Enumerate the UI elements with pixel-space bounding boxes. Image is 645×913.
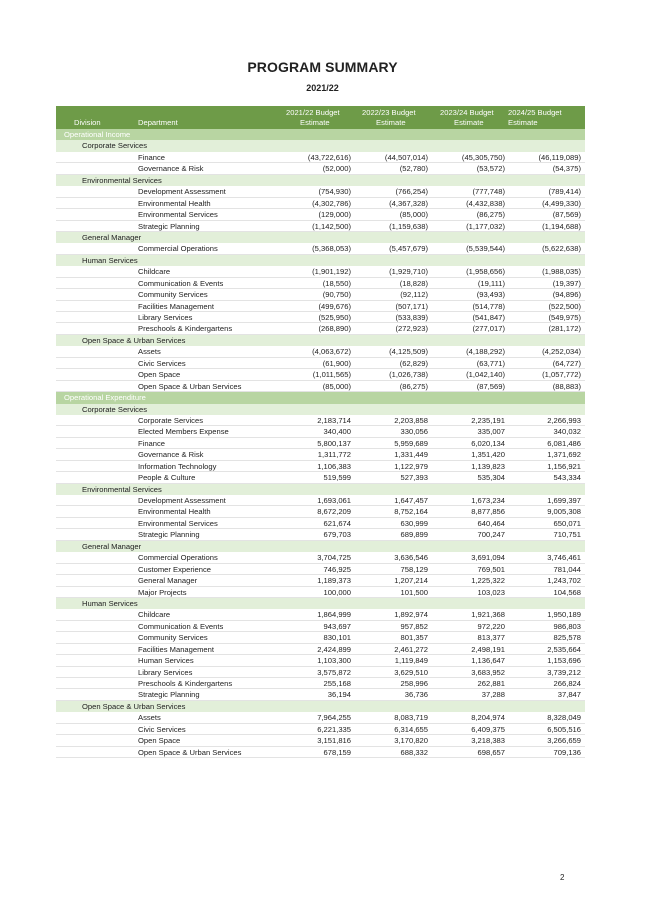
table-row: [56, 575, 585, 586]
page-number: 2: [560, 873, 565, 882]
table-row: [56, 266, 585, 277]
department-label: Major Projects: [138, 587, 187, 597]
value-cell: (1,011,565): [312, 370, 351, 380]
value-cell: 519,599: [323, 473, 351, 483]
value-cell: 1,921,368: [471, 610, 505, 620]
department-label: Strategic Planning: [138, 690, 200, 700]
value-cell: 1,699,397: [547, 496, 581, 505]
value-cell: 1,693,061: [317, 496, 351, 505]
division-label: General Manager: [82, 232, 142, 242]
value-cell: (1,142,500): [312, 221, 351, 231]
value-cell: 679,703: [323, 530, 351, 540]
value-cell: 1,189,373: [317, 576, 351, 586]
value-cell: 340,032: [553, 427, 581, 437]
value-cell: 709,136: [553, 747, 581, 757]
value-cell: (549,975): [548, 313, 581, 322]
department-label: Preschools & Kindergartens: [138, 324, 233, 334]
value-cell: (54,375): [552, 164, 581, 174]
value-cell: 1,119,849: [394, 656, 428, 666]
value-cell: (46,119,089): [538, 152, 581, 162]
value-cell: (93,493): [476, 290, 505, 300]
value-cell: 1,647,457: [394, 496, 428, 505]
value-cell: 3,218,383: [471, 736, 505, 746]
value-cell: 1,122,979: [394, 461, 428, 471]
department-label: Environmental Services: [138, 210, 218, 220]
department-label: Childcare: [138, 610, 171, 620]
table-row: [56, 381, 585, 392]
value-cell: (53,572): [476, 164, 505, 174]
value-cell: 1,673,234: [471, 496, 505, 505]
table-row: [56, 644, 585, 655]
value-cell: (5,622,638): [542, 244, 581, 254]
value-cell: 335,007: [477, 427, 505, 437]
value-cell: (52,780): [399, 164, 428, 174]
table-row: [56, 289, 585, 300]
value-cell: 1,153,696: [547, 656, 581, 666]
value-cell: 6,409,375: [471, 724, 505, 734]
page-title: PROGRAM SUMMARY: [247, 59, 398, 75]
table-row: [56, 587, 585, 598]
department-label: Finance: [138, 438, 166, 448]
table-row: [56, 461, 585, 472]
division-label: Corporate Services: [82, 141, 147, 151]
department-label: Human Services: [138, 656, 194, 666]
value-cell: 3,151,816: [317, 736, 351, 746]
value-cell: 330,056: [400, 427, 428, 437]
department-label: Commercial Operations: [138, 553, 218, 563]
value-cell: (86,275): [399, 381, 428, 391]
division-label: Environmental Services: [82, 175, 162, 185]
value-cell: 1,371,692: [547, 450, 581, 460]
department-label: Corporate Services: [138, 415, 203, 425]
header-col3-line1: 2023/24 Budget: [440, 108, 494, 117]
department-label: Library Services: [138, 667, 193, 677]
value-cell: 943,697: [323, 621, 351, 631]
value-cell: (1,901,192): [312, 267, 351, 277]
value-cell: 7,964,255: [317, 713, 351, 723]
department-label: Open Space & Urban Services: [138, 747, 242, 757]
department-label: Open Space: [138, 736, 181, 746]
value-cell: 1,103,300: [317, 656, 351, 666]
table-row: [56, 724, 585, 735]
department-label: Governance & Risk: [138, 450, 204, 460]
value-cell: 2,183,714: [317, 415, 351, 425]
table-row: [56, 495, 585, 506]
value-cell: 758,129: [400, 564, 428, 574]
division-row: [56, 701, 585, 712]
table-row: [56, 632, 585, 643]
value-cell: 621,674: [323, 518, 351, 528]
value-cell: (61,900): [322, 358, 351, 368]
table-row: [56, 689, 585, 700]
value-cell: (94,896): [552, 290, 581, 300]
value-cell: 258,996: [400, 679, 428, 688]
department-label: Elected Members Expense: [138, 427, 229, 437]
value-cell: 8,752,164: [394, 507, 428, 517]
header-department: Department: [138, 118, 178, 127]
header-col3-line2: Estimate: [454, 118, 484, 127]
table-row: [56, 278, 585, 289]
division-row: [56, 232, 585, 243]
value-cell: (522,500): [548, 301, 581, 311]
table-row: [56, 209, 585, 220]
value-cell: 8,672,209: [317, 507, 351, 517]
value-cell: (5,539,544): [466, 244, 505, 254]
value-cell: 9,005,308: [547, 507, 581, 517]
header-col2-line2: Estimate: [376, 118, 406, 127]
value-cell: (4,432,838): [466, 198, 505, 208]
value-cell: (19,111): [477, 278, 505, 288]
value-cell: 746,925: [323, 564, 351, 574]
department-label: Development Assessment: [138, 496, 226, 505]
value-cell: (268,890): [318, 324, 351, 334]
value-cell: 543,334: [553, 473, 581, 483]
value-cell: 2,535,664: [547, 644, 581, 654]
value-cell: 1,156,921: [547, 461, 581, 471]
value-cell: 37,847: [557, 690, 581, 700]
value-cell: (541,847): [472, 313, 505, 322]
value-cell: 3,691,094: [471, 553, 505, 563]
table-row: [56, 564, 585, 575]
table-row: [56, 678, 585, 689]
value-cell: 1,139,823: [471, 461, 505, 471]
value-cell: (766,254): [395, 187, 428, 197]
value-cell: (777,748): [472, 187, 505, 197]
department-label: Open Space & Urban Services: [138, 381, 242, 391]
value-cell: (514,778): [472, 301, 505, 311]
value-cell: 2,203,858: [394, 415, 428, 425]
value-cell: (52,000): [322, 164, 351, 174]
division-row: [56, 484, 585, 495]
value-cell: (45,305,750): [461, 152, 505, 162]
value-cell: 630,999: [400, 518, 428, 528]
value-cell: (789,414): [548, 187, 581, 197]
section-row: [56, 129, 585, 140]
value-cell: 640,464: [477, 518, 505, 528]
value-cell: 2,461,272: [394, 644, 428, 654]
header-division: Division: [74, 118, 101, 127]
table-row: [56, 518, 585, 529]
table-row: [56, 667, 585, 678]
value-cell: 6,020,134: [471, 438, 505, 448]
table-row: [56, 472, 585, 483]
value-cell: 104,568: [553, 587, 581, 597]
department-label: Development Assessment: [138, 187, 226, 197]
value-cell: (92,112): [400, 290, 428, 300]
division-row: [56, 598, 585, 609]
table-header: [56, 106, 585, 129]
value-cell: (1,026,738): [389, 370, 428, 380]
table-row: [56, 301, 585, 312]
value-cell: (19,397): [552, 278, 581, 288]
value-cell: (4,499,330): [542, 198, 581, 208]
value-cell: 1,106,383: [317, 461, 351, 471]
value-cell: 2,235,191: [471, 415, 505, 425]
value-cell: 801,357: [400, 633, 428, 643]
division-row: [56, 255, 585, 266]
value-cell: (85,000): [322, 381, 351, 391]
value-cell: (90,750): [322, 290, 351, 300]
value-cell: 1,207,214: [394, 576, 428, 586]
value-cell: 3,683,952: [471, 667, 505, 677]
value-cell: 2,424,899: [317, 644, 351, 654]
department-label: Facilities Management: [138, 301, 214, 311]
department-label: Communication & Events: [138, 278, 224, 288]
value-cell: 262,881: [477, 679, 505, 688]
value-cell: 103,023: [477, 587, 505, 597]
value-cell: (281,172): [548, 324, 581, 334]
value-cell: 266,824: [553, 679, 581, 688]
value-cell: 700,247: [477, 530, 505, 540]
header-col4-line1: 2024/25 Budget: [508, 108, 562, 117]
value-cell: 8,083,719: [394, 713, 428, 723]
value-cell: 813,377: [477, 633, 505, 643]
table-row: [56, 346, 585, 357]
value-cell: 1,136,647: [471, 656, 505, 666]
value-cell: (87,569): [552, 210, 581, 220]
value-cell: 5,800,137: [317, 438, 351, 448]
value-cell: (43,722,616): [307, 152, 351, 162]
table-row: [56, 198, 585, 209]
value-cell: (88,883): [552, 381, 581, 391]
value-cell: 972,220: [477, 621, 505, 631]
department-label: Assets: [138, 347, 161, 357]
value-cell: 6,314,655: [394, 724, 428, 734]
value-cell: (533,839): [395, 313, 428, 322]
value-cell: (1,057,772): [542, 370, 581, 380]
value-cell: (754,930): [318, 187, 351, 197]
value-cell: 6,221,335: [317, 724, 351, 734]
table-row: [56, 312, 585, 323]
section-label: Operational Income: [64, 130, 131, 139]
program-summary-table: [56, 106, 585, 758]
value-cell: 1,351,420: [471, 450, 505, 460]
value-cell: (525,950): [318, 313, 351, 322]
value-cell: (1,958,656): [466, 267, 505, 277]
table-row: [56, 712, 585, 723]
value-cell: 100,000: [323, 587, 351, 597]
value-cell: 688,332: [400, 747, 428, 757]
value-cell: 340,400: [323, 427, 351, 437]
value-cell: 678,159: [323, 747, 351, 757]
value-cell: 3,746,461: [547, 553, 581, 563]
department-label: Information Technology: [138, 461, 217, 471]
value-cell: (1,194,688): [542, 221, 581, 231]
division-row: [56, 404, 585, 415]
value-cell: 6,505,516: [547, 724, 581, 734]
value-cell: (18,828): [399, 278, 428, 288]
division-label: Corporate Services: [82, 404, 147, 414]
department-label: Governance & Risk: [138, 164, 204, 174]
division-row: [56, 140, 585, 151]
value-cell: 830,101: [323, 633, 351, 643]
division-row: [56, 335, 585, 346]
value-cell: (277,017): [472, 324, 505, 334]
department-label: Open Space: [138, 370, 181, 380]
value-cell: 5,959,689: [394, 438, 428, 448]
table-body: [56, 129, 585, 758]
value-cell: 3,739,212: [547, 667, 581, 677]
value-cell: (5,457,679): [389, 244, 428, 254]
table-row: [56, 221, 585, 232]
value-cell: (272,923): [395, 324, 428, 334]
table-row: [56, 529, 585, 540]
department-label: Civic Services: [138, 724, 186, 734]
value-cell: (507,171): [395, 301, 428, 311]
department-label: Environmental Services: [138, 518, 218, 528]
division-label: Open Space & Urban Services: [82, 701, 186, 711]
department-label: Customer Experience: [138, 564, 212, 574]
table-row: [56, 163, 585, 174]
value-cell: (129,000): [318, 210, 351, 220]
table-row: [56, 655, 585, 666]
value-cell: (63,771): [476, 358, 505, 368]
table-row: [56, 747, 585, 758]
value-cell: 1,331,449: [394, 450, 428, 460]
department-label: Community Services: [138, 633, 208, 643]
table-row: [56, 152, 585, 163]
division-label: General Manager: [82, 541, 142, 551]
value-cell: (4,252,034): [542, 347, 581, 357]
value-cell: 769,501: [477, 564, 505, 574]
value-cell: 1,225,322: [471, 576, 505, 586]
value-cell: 36,194: [327, 690, 351, 700]
value-cell: (1,159,638): [389, 221, 428, 231]
page-subtitle: 2021/22: [306, 83, 339, 93]
header-col2-line1: 2022/23 Budget: [362, 108, 416, 117]
division-label: Human Services: [82, 255, 138, 265]
table-row: [56, 186, 585, 197]
value-cell: 8,877,856: [471, 507, 505, 517]
value-cell: 650,071: [553, 518, 581, 528]
department-label: Childcare: [138, 267, 171, 277]
table-row: [56, 506, 585, 517]
header-col4-line2: Estimate: [508, 118, 538, 127]
value-cell: (5,368,053): [312, 244, 351, 254]
value-cell: 957,852: [400, 621, 428, 631]
value-cell: (499,676): [318, 301, 351, 311]
value-cell: 781,044: [553, 564, 581, 574]
value-cell: 3,629,510: [394, 667, 428, 677]
value-cell: 2,498,191: [471, 644, 505, 654]
department-label: Finance: [138, 152, 166, 162]
value-cell: 37,288: [481, 690, 505, 700]
value-cell: 986,803: [553, 621, 581, 631]
header-col1-line2: Estimate: [300, 118, 330, 127]
value-cell: (85,000): [399, 210, 428, 220]
table-row: [56, 449, 585, 460]
section-row: [56, 392, 585, 403]
value-cell: (1,042,140): [466, 370, 505, 380]
department-label: People & Culture: [138, 473, 196, 483]
value-cell: 689,899: [400, 530, 428, 540]
table-row: [56, 243, 585, 254]
value-cell: 3,575,872: [317, 667, 351, 677]
table-row: [56, 358, 585, 369]
value-cell: 1,950,189: [547, 610, 581, 620]
table-row: [56, 426, 585, 437]
header-col1-line1: 2021/22 Budget: [286, 108, 340, 117]
department-label: Library Services: [138, 313, 193, 322]
value-cell: (86,275): [476, 210, 505, 220]
value-cell: 8,204,974: [471, 713, 505, 723]
value-cell: (64,727): [552, 358, 581, 368]
division-row: [56, 175, 585, 186]
department-label: Strategic Planning: [138, 221, 200, 231]
value-cell: (4,063,672): [312, 347, 351, 357]
table-row: [56, 609, 585, 620]
division-label: Human Services: [82, 598, 138, 608]
value-cell: 3,636,546: [394, 553, 428, 563]
table-row: [56, 415, 585, 426]
value-cell: (1,988,035): [542, 267, 581, 277]
value-cell: (4,125,509): [389, 347, 428, 357]
value-cell: (1,177,032): [466, 221, 505, 231]
value-cell: 527,393: [400, 473, 428, 483]
value-cell: (4,188,292): [466, 347, 505, 357]
value-cell: (4,302,786): [312, 198, 351, 208]
value-cell: 535,304: [477, 473, 505, 483]
value-cell: 8,328,049: [547, 713, 581, 723]
table-row: [56, 369, 585, 380]
table-row: [56, 552, 585, 563]
value-cell: 6,081,486: [547, 438, 581, 448]
value-cell: 3,704,725: [317, 553, 351, 563]
value-cell: 36,736: [404, 690, 428, 700]
value-cell: (18,550): [322, 278, 351, 288]
department-label: Communication & Events: [138, 621, 224, 631]
department-label: Commercial Operations: [138, 244, 218, 254]
value-cell: (62,829): [399, 358, 428, 368]
department-label: Assets: [138, 713, 161, 723]
department-label: Facilities Management: [138, 644, 214, 654]
value-cell: 3,266,659: [547, 736, 581, 746]
department-label: General Manager: [138, 576, 198, 586]
value-cell: 3,170,820: [394, 736, 428, 746]
value-cell: 101,500: [400, 587, 428, 597]
value-cell: 698,657: [477, 747, 505, 757]
value-cell: 710,751: [553, 530, 581, 540]
department-label: Environmental Health: [138, 507, 211, 517]
department-label: Environmental Health: [138, 198, 211, 208]
value-cell: 2,266,993: [547, 415, 581, 425]
table-row: [56, 323, 585, 334]
division-label: Open Space & Urban Services: [82, 335, 186, 345]
value-cell: 255,168: [323, 679, 351, 688]
division-label: Environmental Services: [82, 484, 162, 494]
value-cell: (87,569): [476, 381, 505, 391]
value-cell: 1,311,772: [317, 450, 351, 460]
table-row: [56, 621, 585, 632]
department-label: Civic Services: [138, 358, 186, 368]
value-cell: 1,892,974: [394, 610, 428, 620]
value-cell: 825,578: [553, 633, 581, 643]
value-cell: 1,243,702: [547, 576, 581, 586]
table-row: [56, 735, 585, 746]
department-label: Community Services: [138, 290, 208, 300]
value-cell: (1,929,710): [389, 267, 428, 277]
value-cell: (4,367,328): [389, 198, 428, 208]
value-cell: 1,864,999: [317, 610, 351, 620]
table-row: [56, 438, 585, 449]
division-row: [56, 541, 585, 552]
value-cell: (44,507,014): [384, 152, 428, 162]
department-label: Preschools & Kindergartens: [138, 679, 233, 688]
department-label: Strategic Planning: [138, 530, 200, 540]
section-label: Operational Expenditure: [64, 393, 146, 403]
